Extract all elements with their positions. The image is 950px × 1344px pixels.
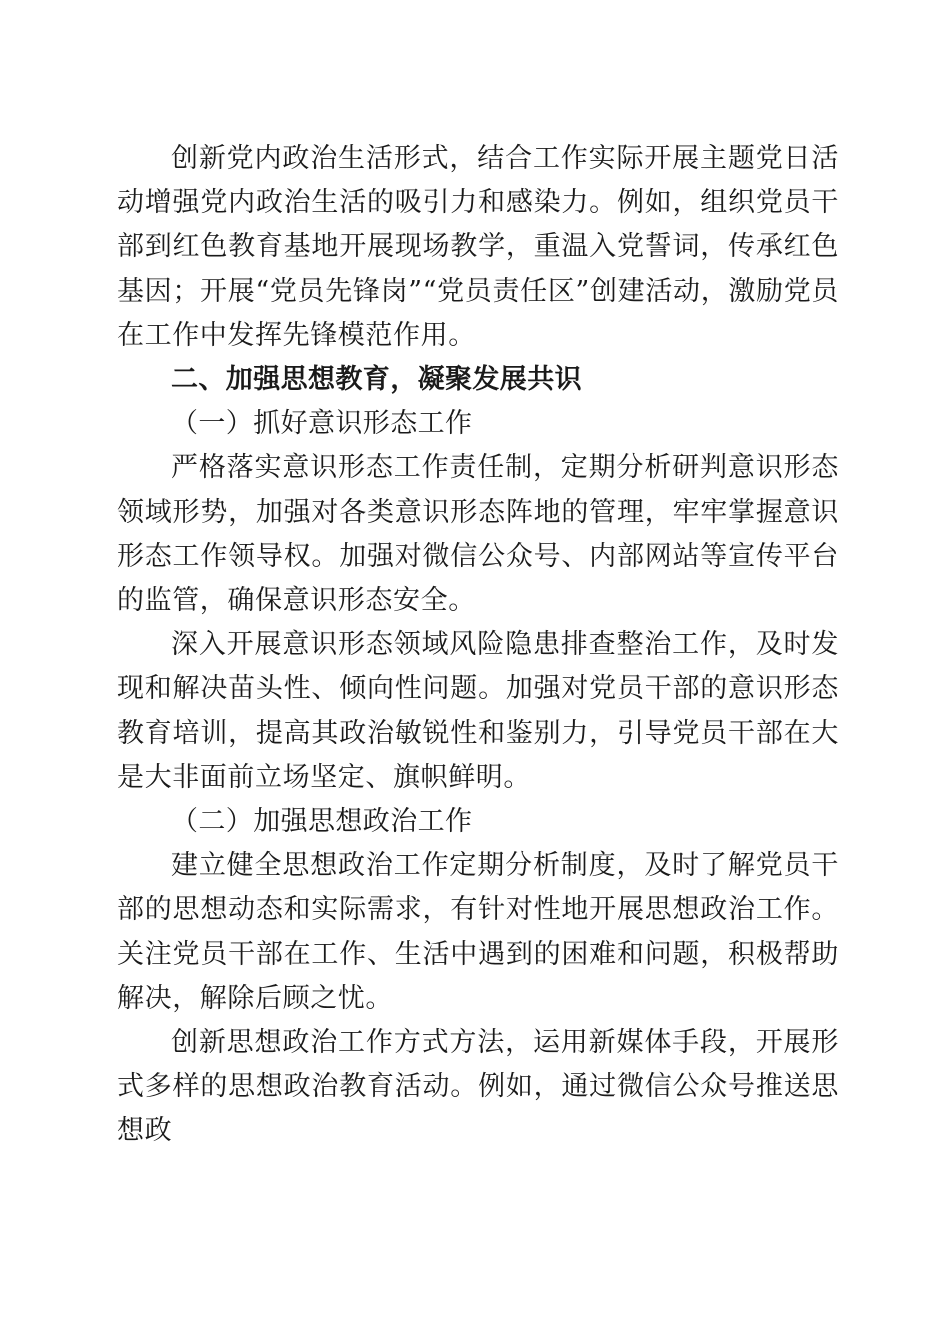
paragraph-risk-screening: 深入开展意识形态领域风险隐患排查整治工作，及时发现和解决苗头性、倾向性问题。加强对党员干部的意识形态教育培训，提高其政治敏锐性和鉴别力，引导党员干部在大是大非面前立场坚定、旗帜鲜明。 — [117, 629, 839, 793]
subsection-heading-ideology-work: （一）抓好意识形态工作 — [171, 408, 473, 440]
section-heading-ideological-education: 二、加强思想教育，凝聚发展共识 — [171, 364, 582, 396]
paragraph-ideology-responsibility: 严格落实意识形态工作责任制，定期分析研判意识形态领域形势，加强对各类意识形态阵地的管理，牢牢掌握意识形态工作领导权。加强对微信公众号、内部网站等宣传平台的监管，确保意识形态安全。 — [117, 452, 839, 617]
paragraph-party-life: 创新党内政治生活形式，结合工作实际开展主题党日活动增强党内政治生活的吸引力和感染力。例如，组织党员干部到红色教育基地开展现场教学，重温入党誓词，传承红色基因；开展“党员先锋岗”“党员责任区”创建活动，激励党员在工作中发挥先锋模范作用。 — [117, 143, 839, 351]
paragraph-analysis-system: 建立健全思想政治工作定期分析制度，及时了解党员干部的思想动态和实际需求，有针对性地开展思想政治工作。关注党员干部在工作、生活中遇到的困难和问题，积极帮助解决，解除后顾之忧。 — [117, 850, 839, 1014]
document-body — [117, 137, 839, 1154]
paragraph-new-media-methods: 创新思想政治工作方式方法，运用新媒体手段，开展形式多样的思想政治教育活动。例如，通过微信公众号推送思想政 — [117, 1027, 839, 1147]
subsection-heading-political-work: （二）加强思想政治工作 — [171, 806, 473, 838]
